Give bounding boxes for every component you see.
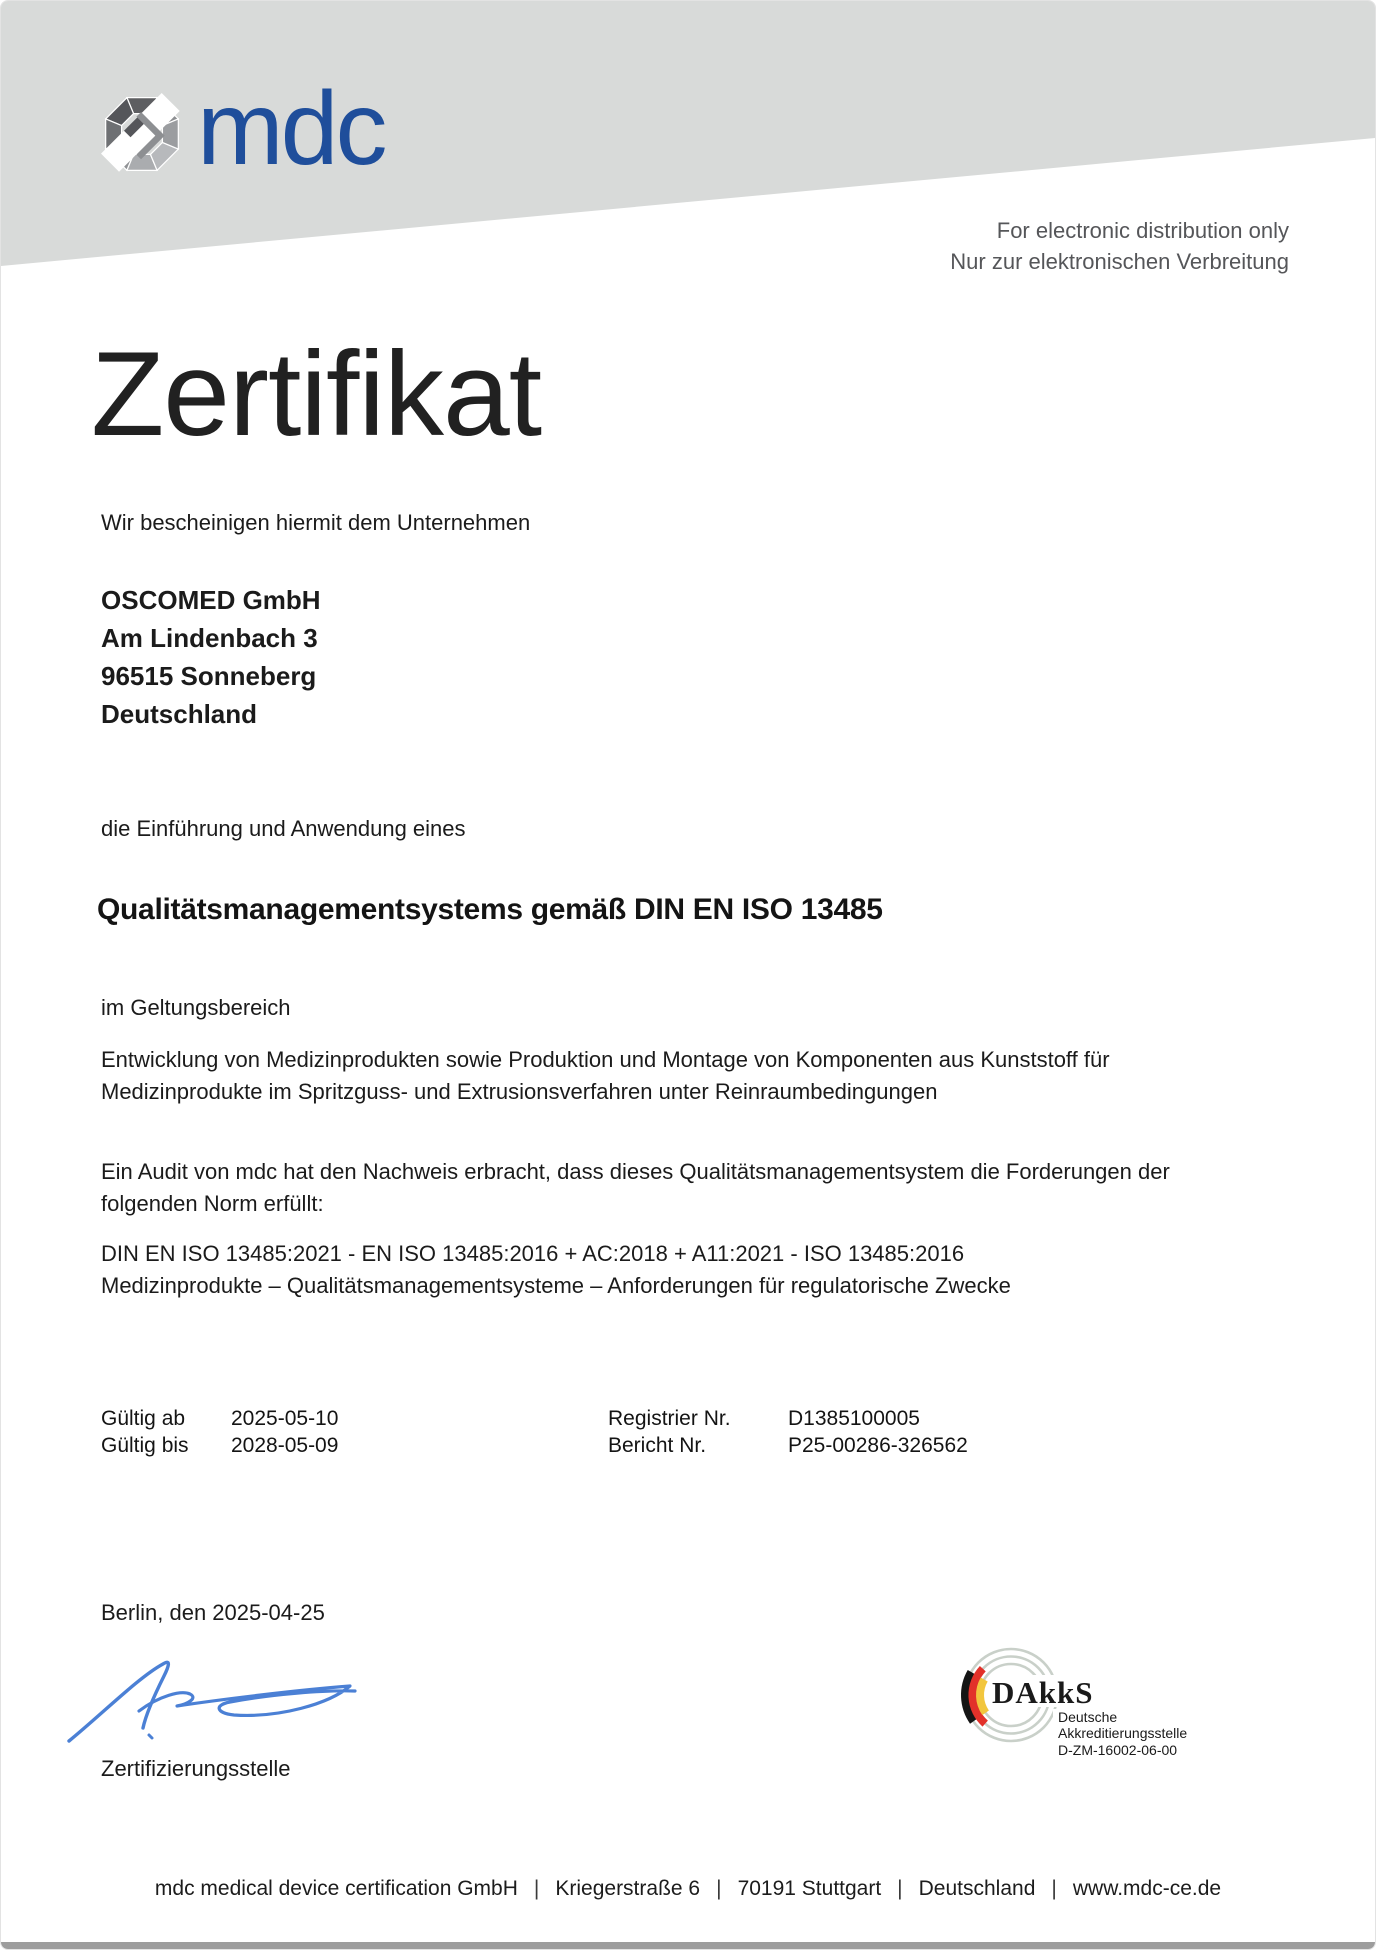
report-number-value: P25-00286-326562 <box>788 1434 968 1457</box>
norm-line2: Medizinprodukte – Qualitätsmanagementsysteme – Anforderungen für regulatorische Zwecke <box>101 1273 1011 1298</box>
valid-from-value: 2025-05-10 <box>231 1407 339 1430</box>
purpose-text: die Einführung und Anwendung eines <box>101 816 466 841</box>
company-country: Deutschland <box>101 699 258 729</box>
mdc-logo <box>101 71 385 187</box>
scope-line2: Medizinprodukte im Spritzguss- und Extrusionsverfahren unter Reinraumbedingungen <box>101 1079 938 1104</box>
footer-street: Kriegerstraße 6 <box>555 1877 701 1900</box>
place-date: Berlin, den 2025-04-25 <box>101 1600 325 1625</box>
dakks-line1: Deutsche <box>1058 1709 1118 1725</box>
norm-text <box>101 1238 1011 1302</box>
valid-until-label: Gültig bis <box>101 1434 189 1457</box>
signature <box>67 1657 367 1747</box>
signer-role: Zertifizierungsstelle <box>101 1756 291 1781</box>
dakks-flag-yellow-arc <box>980 1680 986 1713</box>
footer-separator: | <box>1051 1877 1057 1900</box>
valid-until-value: 2028-05-09 <box>231 1434 339 1457</box>
company-city: 96515 Sonneberg <box>101 661 317 691</box>
footer-separator: | <box>716 1877 722 1900</box>
audit-line2: folgenden Norm erfüllt: <box>101 1191 324 1216</box>
footer <box>1 1877 1375 1901</box>
valid-from-label: Gültig ab <box>101 1407 186 1430</box>
mdc-octagon-icon <box>101 93 183 175</box>
footer-website: www.mdc-ce.de <box>1072 1877 1222 1900</box>
distribution-note-line2: Nur zur elektronischen Verbreitung <box>950 249 1289 274</box>
company-block <box>101 581 321 733</box>
page-title: Zertifikat <box>91 327 542 461</box>
system-heading: Qualitätsmanagementsystems gemäß DIN EN ISO 13485 <box>97 893 883 926</box>
scope-line1: Entwicklung von Medizinprodukten sowie Produktion und Montage von Komponenten aus Kunststoff für <box>101 1047 1110 1072</box>
dakks-wordmark: DAkkS <box>992 1675 1094 1710</box>
dakks-logo <box>959 1631 1249 1765</box>
distribution-note-line1: For electronic distribution only <box>996 218 1289 243</box>
company-street: Am Lindenbach 3 <box>101 623 318 653</box>
footer-separator: | <box>897 1877 903 1900</box>
company-name: OSCOMED GmbH <box>101 585 321 615</box>
scope-text <box>101 1044 1110 1108</box>
distribution-note <box>950 215 1289 277</box>
mdc-wordmark: mdc <box>197 71 385 187</box>
bottom-bar <box>1 1942 1375 1949</box>
scope-label: im Geltungsbereich <box>101 995 291 1020</box>
footer-city: 70191 Stuttgart <box>737 1877 882 1900</box>
register-number-value: D1385100005 <box>788 1407 920 1430</box>
footer-separator: | <box>533 1877 540 1900</box>
audit-line1: Ein Audit von mdc hat den Nachweis erbracht, dass dieses Qualitätsmanagementsystem die Forderungen der <box>101 1159 1170 1184</box>
dakks-line2: Akkreditierungsstelle <box>1058 1725 1188 1741</box>
register-number-label: Registrier Nr. <box>608 1407 731 1430</box>
footer-company: mdc medical device certification GmbH <box>154 1877 518 1900</box>
intro-text: Wir bescheinigen hiermit dem Unternehmen <box>101 510 531 535</box>
footer-country: Deutschland <box>918 1877 1036 1900</box>
dakks-line3: D-ZM-16002-06-00 <box>1058 1742 1178 1758</box>
report-number-label: Bericht Nr. <box>608 1434 707 1457</box>
audit-text <box>101 1156 1170 1220</box>
norm-line1: DIN EN ISO 13485:2021 - EN ISO 13485:2016 + AC:2018 + A11:2021 - ISO 13485:2016 <box>101 1241 965 1266</box>
